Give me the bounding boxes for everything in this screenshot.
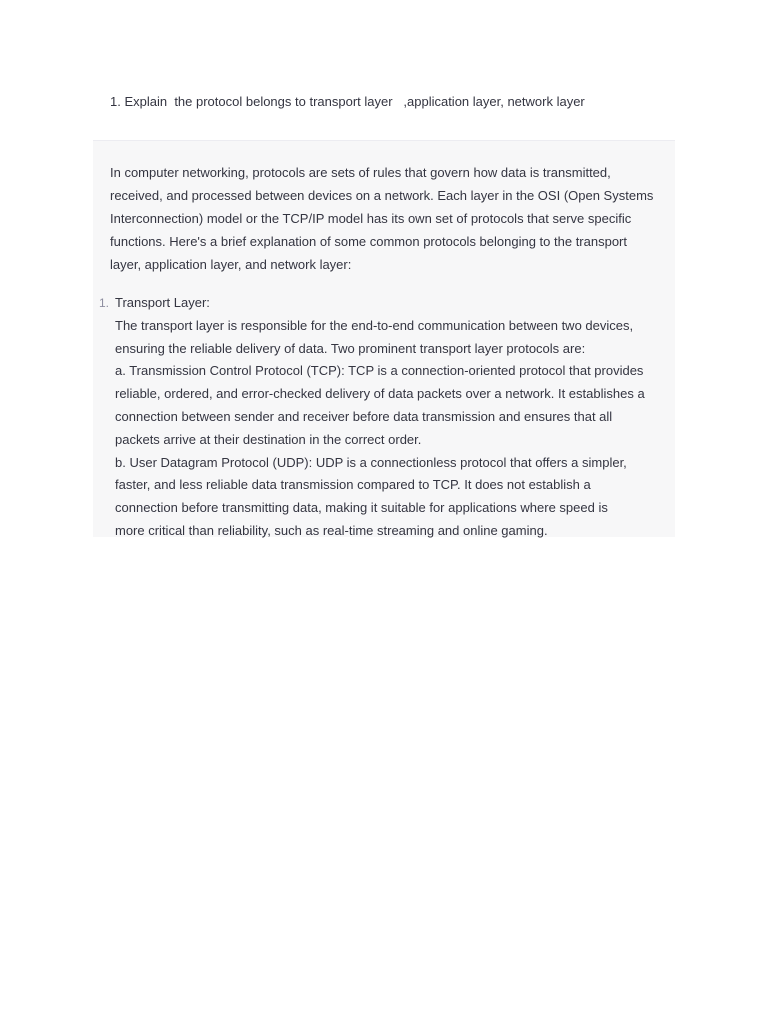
list-item-number: 1. <box>99 296 110 310</box>
answer-block <box>93 140 675 537</box>
intro-line: In computer networking, protocols are sets of rules that govern how data is transmitted, <box>110 165 611 180</box>
list-item-line: connection between sender and receiver before data transmission and ensures that all <box>115 408 613 424</box>
list-item-line: faster, and less reliable data transmission compared to TCP. It does not establish a <box>115 477 591 493</box>
intro-line: received, and processed between devices on a network. Each layer in the OSI (Open Systems <box>110 188 654 203</box>
list-item-line: connection before transmitting data, making it suitable for applications where speed is <box>115 500 608 516</box>
list-item-line: ensuring the reliable delivery of data. Two prominent transport layer protocols are: <box>115 340 586 356</box>
list-item-line: reliable, ordered, and error-checked delivery of data packets over a network. It establishes a <box>115 386 645 402</box>
list-item-line: more critical than reliability, such as real-time streaming and online gaming. <box>115 522 548 538</box>
intro-line: Interconnection) model or the TCP/IP model has its own set of protocols that serve specific <box>110 211 632 226</box>
intro-line: functions. Here's a brief explanation of some common protocols belonging to the transport <box>110 234 627 249</box>
answer-list <box>93 292 675 543</box>
list-item-line: b. User Datagram Protocol (UDP): UDP is a connectionless protocol that offers a simpler, <box>115 454 627 470</box>
list-item-line: packets arrive at their destination in the correct order. <box>115 431 422 447</box>
question-text: 1. Explain the protocol belongs to transport layer ,application layer, network layer <box>110 94 585 109</box>
list-item-heading: Transport Layer: <box>115 295 210 310</box>
answer-intro <box>110 161 670 276</box>
list-item-line: The transport layer is responsible for the end-to-end communication between two devices, <box>115 317 634 333</box>
intro-line: layer, application layer, and network layer: <box>110 257 352 272</box>
list-item-line: a. Transmission Control Protocol (TCP): TCP is a connection-oriented protocol that provides <box>115 363 644 379</box>
list-item <box>93 292 675 543</box>
